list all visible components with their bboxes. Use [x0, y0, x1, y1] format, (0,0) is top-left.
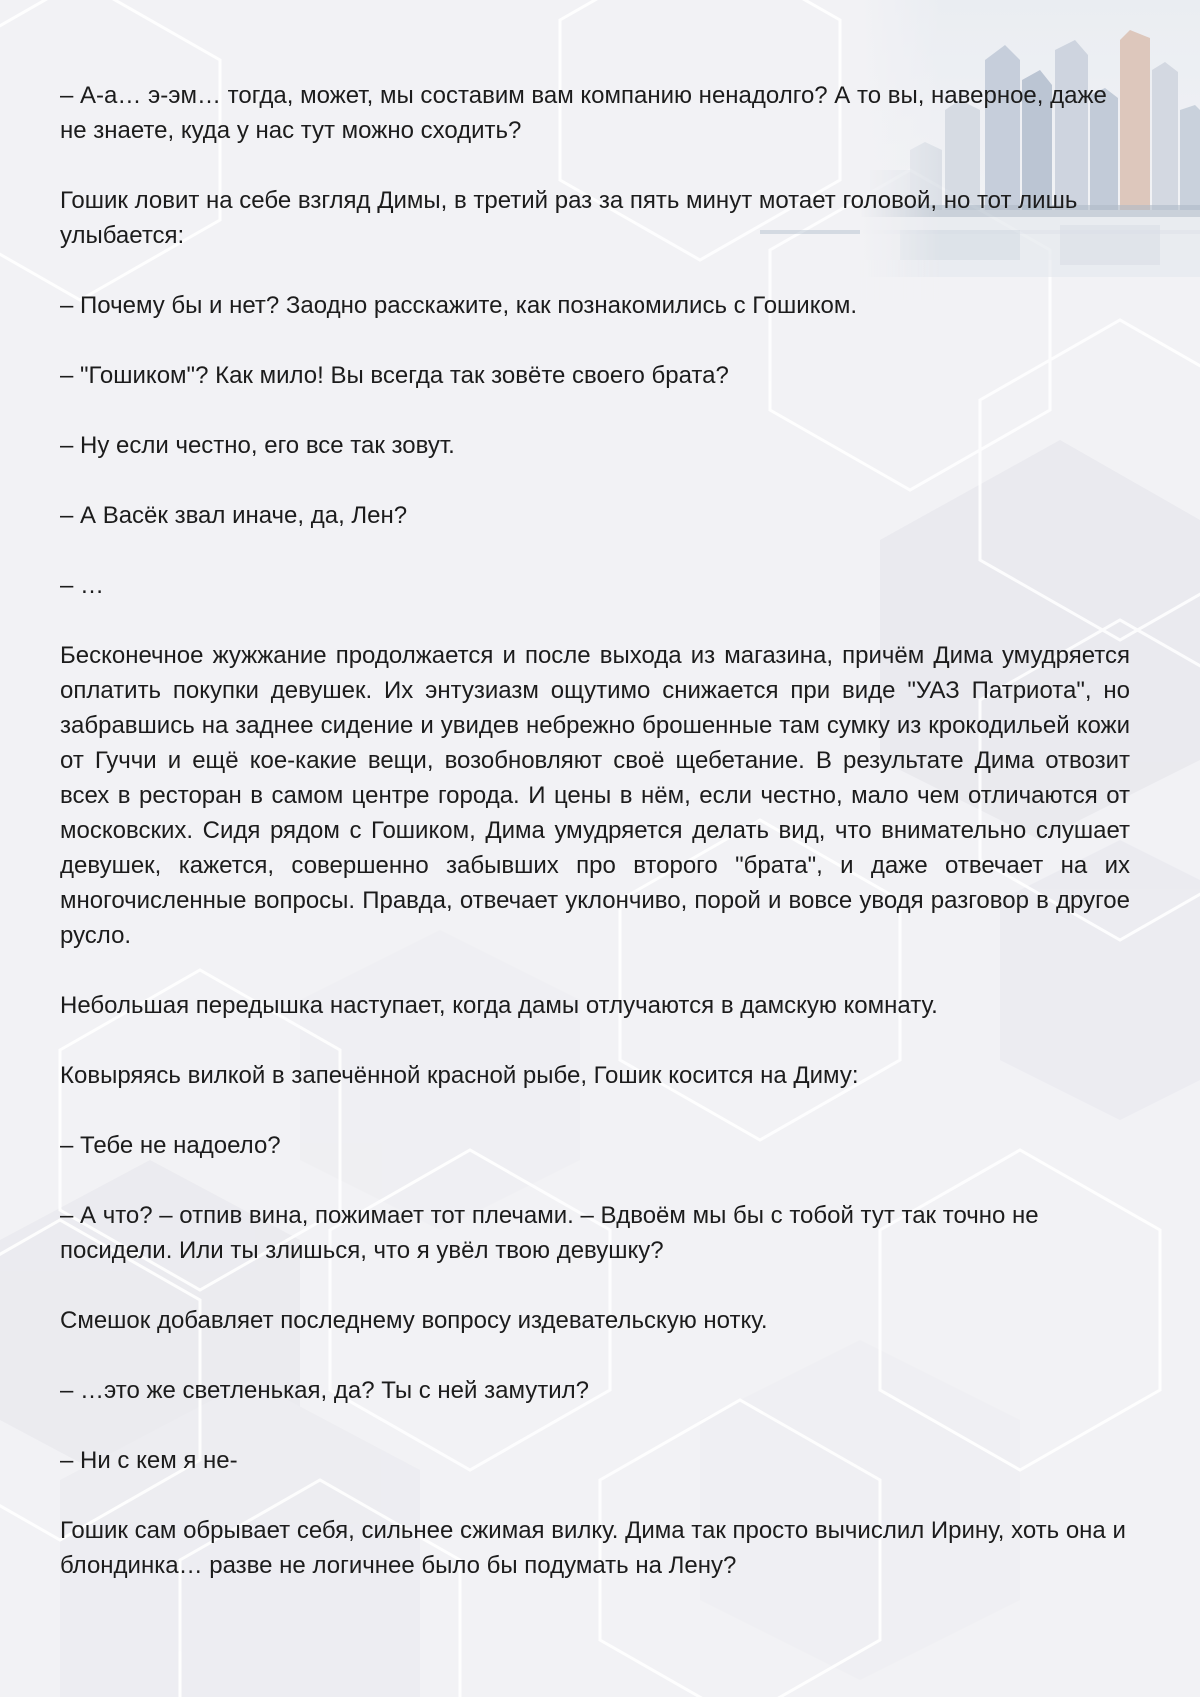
paragraph: Смешок добавляет последнему вопросу издевательскую нотку. [60, 1307, 768, 1334]
paragraph: – Ну если честно, его все так зовут. [60, 432, 455, 459]
paragraph: – Почему бы и нет? Заодно расскажите, как познакомились с Гошиком. [60, 292, 857, 319]
paragraph: Гошик ловит на себе взгляд Димы, в третий раз за пять минут мотает головой, но тот лишь улыбается: [60, 187, 1078, 249]
paragraph: – Ни с кем я не- [60, 1447, 238, 1474]
paragraph: – А Васёк звал иначе, да, Лен? [60, 502, 408, 529]
paragraph: – … [60, 572, 105, 599]
paragraph: – А что? – отпив вина, пожимает тот плечами. – Вдвоём мы бы с тобой тут так точно не посидели. Или ты злишься, что я увёл твою девушку? [60, 1202, 1039, 1264]
paragraph: – …это же светленькая, да? Ты с ней замутил? [60, 1377, 589, 1404]
paragraph: – "Гошиком"? Как мило! Вы всегда так зовёте своего брата? [60, 362, 729, 389]
paragraph: Бесконечное жужжание продолжается и после выхода из магазина, причём Дима умудряется оплатить покупки девушек. Их энтузиазм ощутимо снижается при виде "УАЗ Патриота", но забравшись на заднее сидение и увидев небрежно брошенные там сумку из крокодильей кожи от Гуччи и ещё кое-какие вещи, возобновляют своё щебетание. В результате Дима отвозит всех в ресторан в самом центре города. И цены в нём, если честно, мало чем отличаются от московских. Сидя рядом с Гошиком, Дима умудряется делать вид, что внимательно слушает девушек, кажется, совершенно забывших про второго "брата", и даже отвечает на их многочисленные вопросы. Правда, отвечает уклончиво, порой и вовсе уводя разговор в другое русло. [60, 642, 1130, 949]
paragraph: Небольшая передышка наступает, когда дамы отлучаются в дамскую комнату. [60, 992, 938, 1019]
paragraph: – Тебе не надоело? [60, 1132, 281, 1159]
paragraph: – А-а… э-эм… тогда, может, мы составим вам компанию ненадолго? А то вы, наверное, даже не знаете, куда у нас тут можно сходить? [60, 82, 1107, 144]
paragraph: Ковыряясь вилкой в запечённой красной рыбе, Гошик косится на Диму: [60, 1062, 859, 1089]
document-body [60, 78, 1130, 1618]
paragraph: Гошик сам обрывает себя, сильнее сжимая вилку. Дима так просто вычислил Ирину, хоть она и блондинка… разве не логичнее было бы подумать на Лену? [60, 1517, 1126, 1579]
